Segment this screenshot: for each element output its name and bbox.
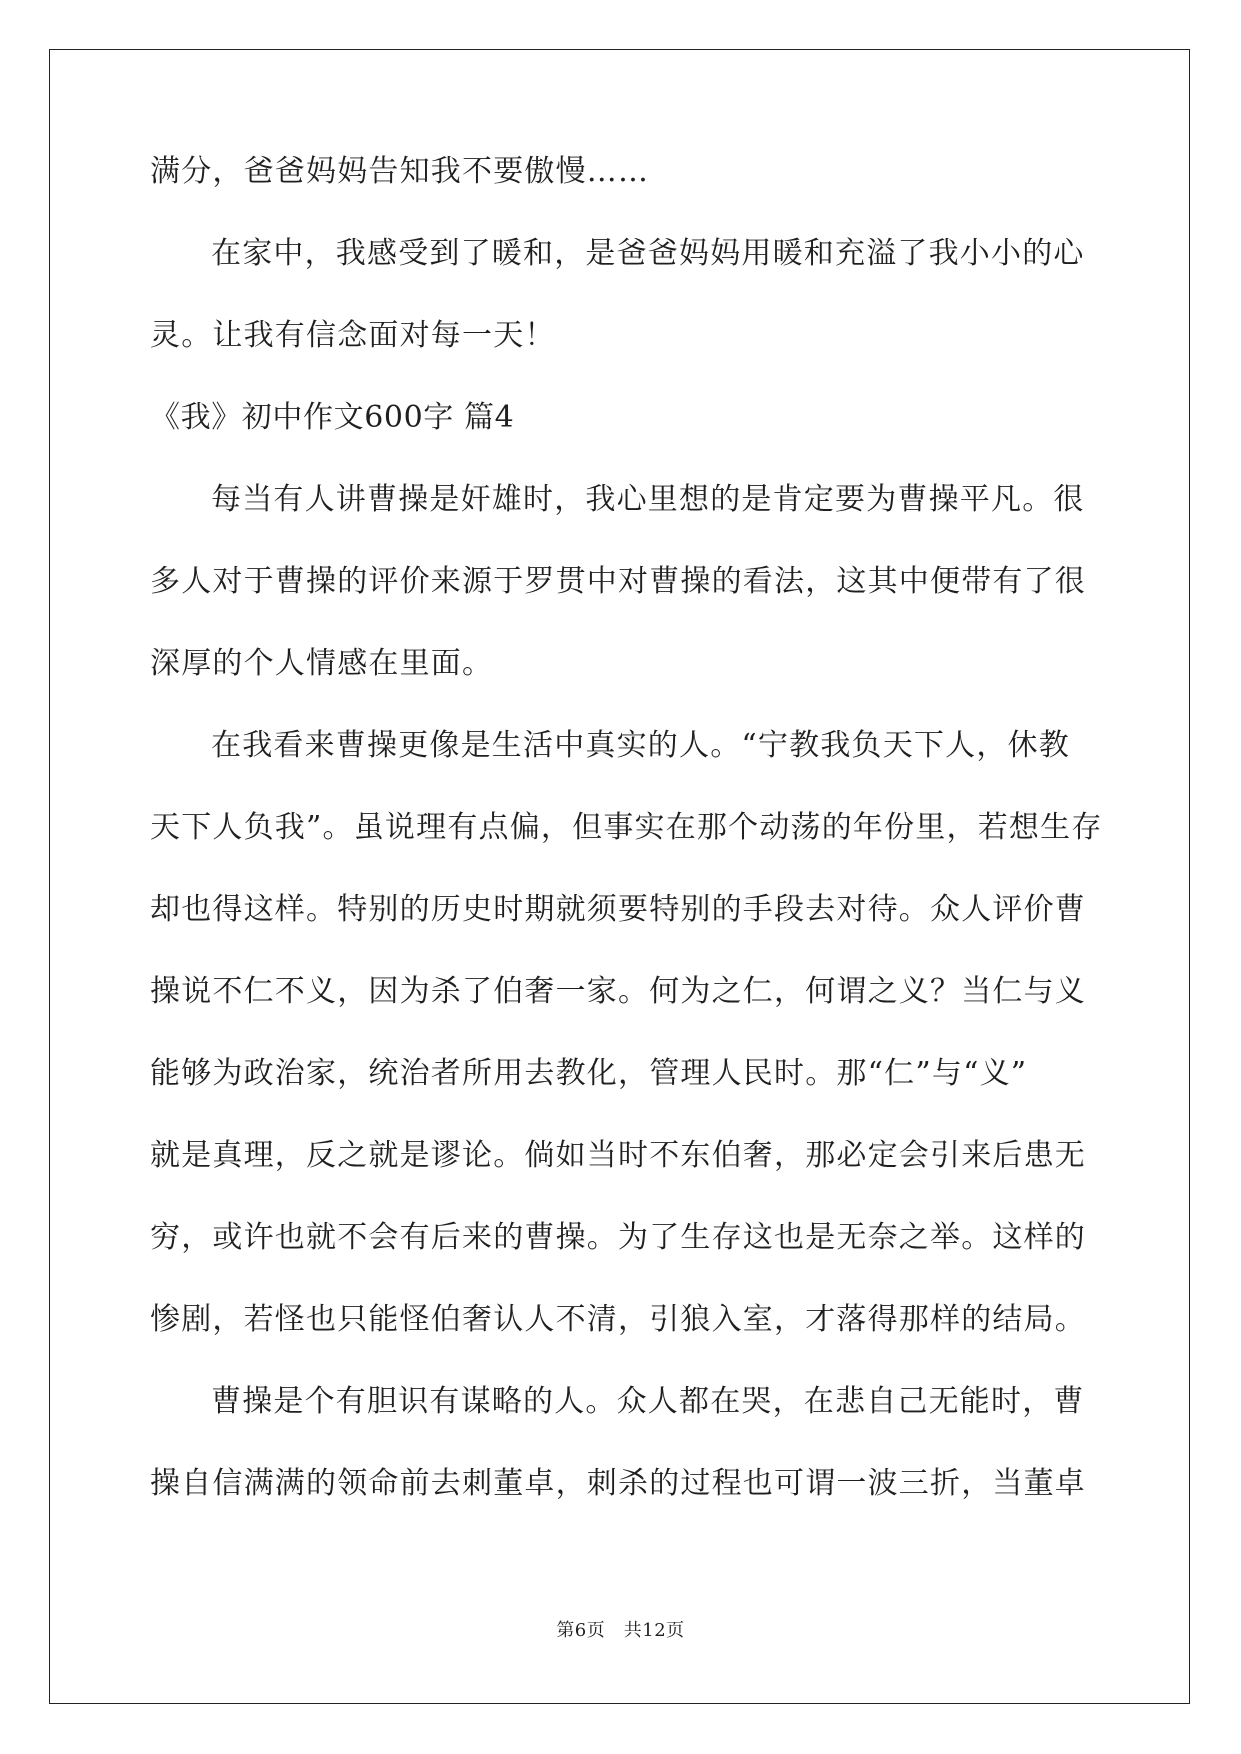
text-line: 就是真理，反之就是谬论。倘如当时不东伯奢，那必定会引来后患无 [150, 1138, 1086, 1173]
text-line: 满分，爸爸妈妈告知我不要傲慢…… [150, 154, 650, 189]
text-line: 曹操是个有胆识有谋略的人。众人都在哭，在悲自己无能时，曹 [211, 1384, 1085, 1419]
text-line: 灵。让我有信念面对每一天！ [150, 318, 556, 353]
text-line: 在家中，我感受到了暖和，是爸爸妈妈用暖和充溢了我小小的心 [211, 236, 1085, 271]
text-line: 惨剧，若怪也只能怪伯奢认人不清，引狼入室，才落得那样的结局。 [150, 1302, 1086, 1337]
text-line: 天下人负我”。虽说理有点偏，但事实在那个动荡的年份里，若想生存 [150, 810, 1103, 845]
text-line: 在我看来曹操更像是生活中真实的人。“宁教我负天下人，休教 [211, 728, 1070, 763]
text-line: 穷，或许也就不会有后来的曹操。为了生存这也是无奈之举。这样的 [150, 1220, 1086, 1255]
section-heading: 《我》初中作文600字 篇4 [150, 400, 515, 435]
text-line: 每当有人讲曹操是奸雄时，我心里想的是肯定要为曹操平凡。很 [211, 482, 1085, 517]
text-line: 却也得这样。特别的历史时期就须要特别的手段去对待。众人评价曹 [150, 892, 1086, 927]
text-line: 操自信满满的领命前去刺董卓，刺杀的过程也可谓一波三折，当董卓 [150, 1466, 1086, 1501]
text-line: 操说不仁不义，因为杀了伯奢一家。何为之仁，何谓之义？当仁与义 [150, 974, 1086, 1009]
text-line: 深厚的个人情感在里面。 [150, 646, 494, 681]
text-line: 多人对于曹操的评价来源于罗贯中对曹操的看法，这其中便带有了很 [150, 564, 1086, 599]
text-line: 能够为政治家，统治者所用去教化，管理人民时。那“仁”与“义” [150, 1056, 1028, 1091]
page-number-footer: 第6页 共12页 [556, 1620, 685, 1641]
document-body [150, 131, 1103, 1525]
